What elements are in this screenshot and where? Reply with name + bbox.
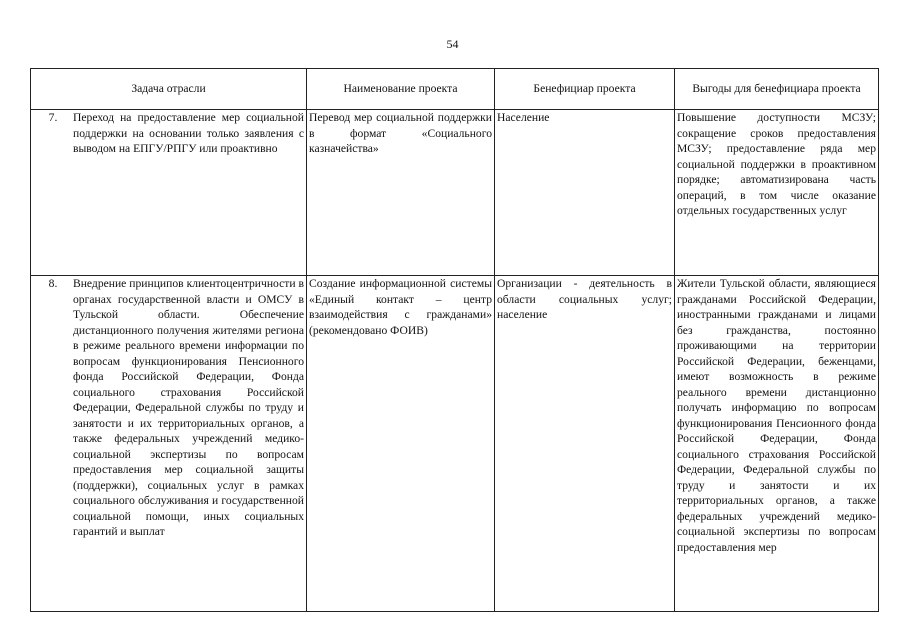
header-task: Задача отрасли bbox=[31, 69, 307, 110]
task-text: Переход на предоставление мер социальной поддержки на основании только заявления с выводом на ЕПГУ/РПГУ или проактивно bbox=[73, 111, 304, 155]
header-beneficiary: Бенефициар проекта bbox=[495, 69, 675, 110]
header-project: Наименование проекта bbox=[307, 69, 495, 110]
row-number: 8. bbox=[48, 277, 58, 290]
benefits-cell: Жители Тульской области, являющиеся гражданами Российской Федерации, иностранными гражданами и лицами без гражданства, постоянно проживающими на территории Российской Федерации, беженцами, имеют возможность в режиме реального времени дистанционно получать информацию по вопросам функционирования Пенсионного фонда Российской Федерации, Фонда социального страхования Российской Федерации, Федеральной службы по труду и занятости и их территориальных органов, а также федеральных учреждений медико-социальной экспертизы по вопросам предоставления мер bbox=[675, 276, 879, 612]
benefits-cell: Повышение доступности МСЗУ; сокращение сроков предоставления МСЗУ; предоставление ряда мер социальной поддержки в проактивном порядке; автоматизирована часть операций, в том числе оказание отдельных государственных услуг bbox=[675, 110, 879, 276]
beneficiary-cell: Организации - деятельность в области социальных услуг; население bbox=[495, 276, 675, 612]
header-benefits: Выгоды для бенефициара проекта bbox=[675, 69, 879, 110]
task-text: Внедрение принципов клиентоцентричности в органах государственной власти и ОМСУ в Тульской области. Обеспечение дистанционного получения жителями региона в режиме реального времени информации по вопросам функционирования Пенсионного фонда Российской Федерации, Фонда социального страхования Российской Федерации, Федеральной службы по труду и занятости и их территориальных органов, а также федеральных учреждений медико-социальной экспертизы по вопросам предоставления мер социальной защиты (поддержки), социальных услуг в рамках социального обслуживания и государственной социальной помощи, иных социальных гарантий и выплат bbox=[73, 277, 304, 538]
table-header-row bbox=[31, 69, 879, 110]
table-row bbox=[31, 276, 879, 612]
beneficiary-cell: Население bbox=[495, 110, 675, 276]
task-cell bbox=[31, 110, 307, 276]
projects-table bbox=[30, 68, 879, 612]
table-row bbox=[31, 110, 879, 276]
task-cell bbox=[31, 276, 307, 612]
row-number: 7. bbox=[48, 111, 58, 124]
project-cell: Перевод мер социальной поддержки в формат «Социального казначейства» bbox=[307, 110, 495, 276]
page-number: 54 bbox=[446, 37, 459, 51]
project-cell: Создание информационной системы «Единый контакт – центр взаимодействия с гражданами» (рекомендовано ФОИВ) bbox=[307, 276, 495, 612]
